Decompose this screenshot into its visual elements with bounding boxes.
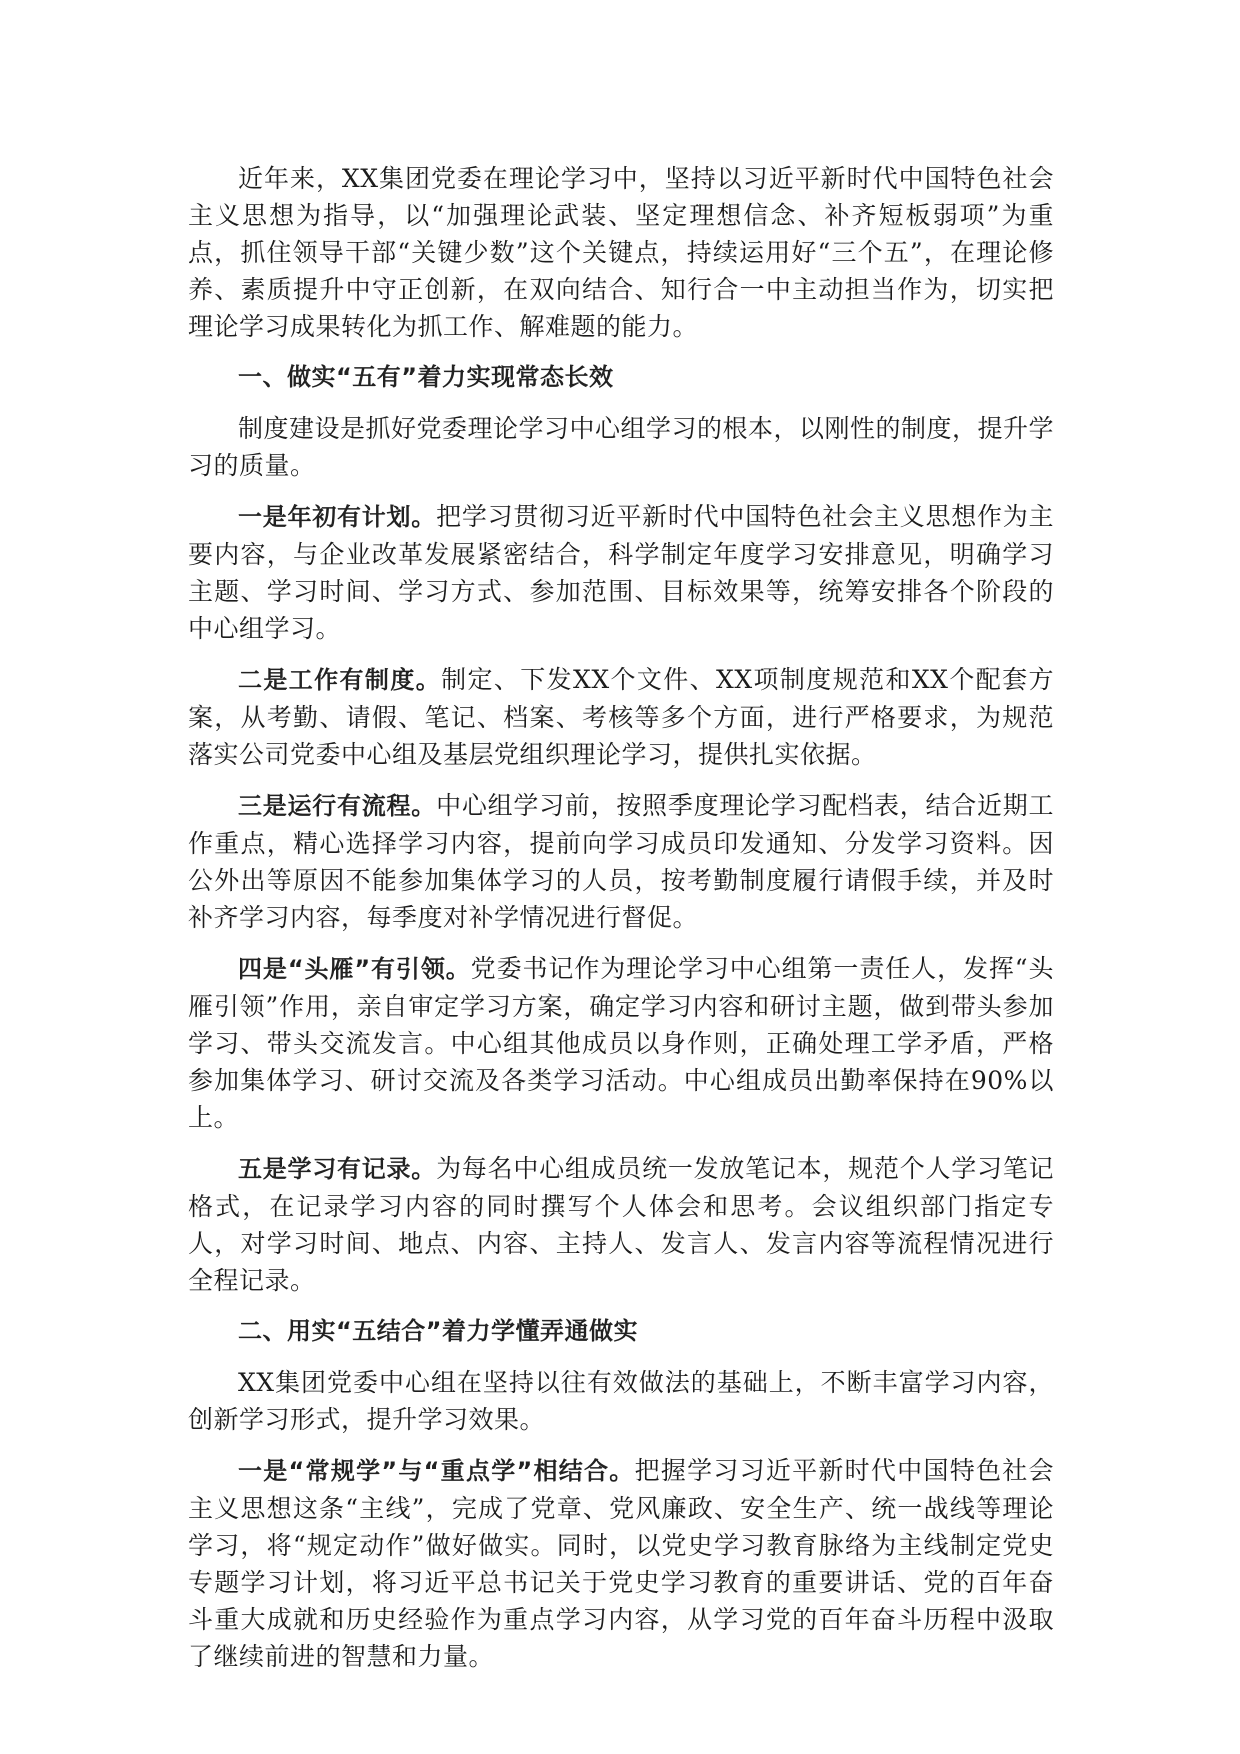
item-lead: 五是学习有记录。: [238, 1155, 437, 1183]
item-text: 为每名中心组成员统一发放笔记本，规范个人学习笔记格式，在记录学习内容的同时撰写个人体会和思考。会议组织部门指定专人，对学习时间、地点、内容、主持人、发言人、发言内容等流程情况进行全程记录。: [188, 1154, 1054, 1295]
section-1-item-5: [188, 1150, 1054, 1299]
section-1-item-2: [188, 661, 1054, 773]
section-1-item-4: [188, 950, 1054, 1136]
section-2-heading: 二、用实“五结合”着力学懂弄通做实: [238, 1317, 639, 1345]
item-lead: 二是工作有制度。: [238, 666, 442, 694]
section-1-heading: 一、做实“五有”着力实现常态长效: [238, 363, 614, 391]
item-lead: 一是“常规学”与“重点学”相结合。: [238, 1457, 635, 1485]
section-1-item-1: [188, 498, 1054, 647]
section-2-intro: XX集团党委中心组在坚持以往有效做法的基础上，不断丰富学习内容，创新学习形式，提升学习效果。: [188, 1368, 1054, 1434]
item-text: 把学习贯彻习近平新时代中国特色社会主义思想作为主要内容，与企业改革发展紧密结合，科学制定年度学习安排意见，明确学习主题、学习时间、学习方式、参加范围、目标效果等，统筹安排各个阶段的中心组学习。: [188, 502, 1054, 643]
item-lead: 一是年初有计划。: [238, 503, 437, 531]
intro-paragraph: 近年来，XX集团党委在理论学习中，坚持以习近平新时代中国特色社会主义思想为指导，以“加强理论武装、坚定理想信念、补齐短板弱项”为重点，抓住领导干部“关键少数”这个关键点，持续运用好“三个五”，在理论修养、素质提升中守正创新，在双向结合、知行合一中主动担当作为，切实把理论学习成果转化为抓工作、解难题的能力。: [188, 164, 1054, 341]
section-2-item-1: [188, 1452, 1054, 1675]
item-text: 党委书记作为理论学习中心组第一责任人，发挥“头雁引领”作用，亲自审定学习方案，确定学习内容和研讨主题，做到带头参加学习、带头交流发言。中心组其他成员以身作则，正确处理工学矛盾，严格参加集体学习、研讨交流及各类学习活动。中心组成员出勤率保持在90%以上。: [188, 954, 1054, 1132]
section-1-intro: 制度建设是抓好党委理论学习中心组学习的根本，以刚性的制度，提升学习的质量。: [188, 414, 1055, 480]
item-text: 制定、下发XX个文件、XX项制度规范和XX个配套方案，从考勤、请假、笔记、档案、考核等多个方面，进行严格要求，为规范落实公司党委中心组及基层党组织理论学习，提供扎实依据。: [188, 665, 1054, 769]
item-lead: 三是运行有流程。: [238, 792, 437, 820]
section-1-item-3: [188, 787, 1054, 936]
item-text: 中心组学习前，按照季度理论学习配档表，结合近期工作重点，精心选择学习内容，提前向学习成员印发通知、分发学习资料。因公外出等原因不能参加集体学习的人员，按考勤制度履行请假手续，并及时补齐学习内容，每季度对补学情况进行督促。: [188, 791, 1054, 932]
document-body: [188, 160, 1054, 1689]
item-lead: 四是“头雁”有引领。: [238, 955, 471, 983]
item-text: 把握学习习近平新时代中国特色社会主义思想这条“主线”，完成了党章、党风廉政、安全生产、统一战线等理论学习，将“规定动作”做好做实。同时，以党史学习教育脉络为主线制定党史专题学习计划，将习近平总书记关于党史学习教育的重要讲话、党的百年奋斗重大成就和历史经验作为重点学习内容，从学习党的百年奋斗历程中汲取了继续前进的智慧和力量。: [188, 1456, 1054, 1671]
